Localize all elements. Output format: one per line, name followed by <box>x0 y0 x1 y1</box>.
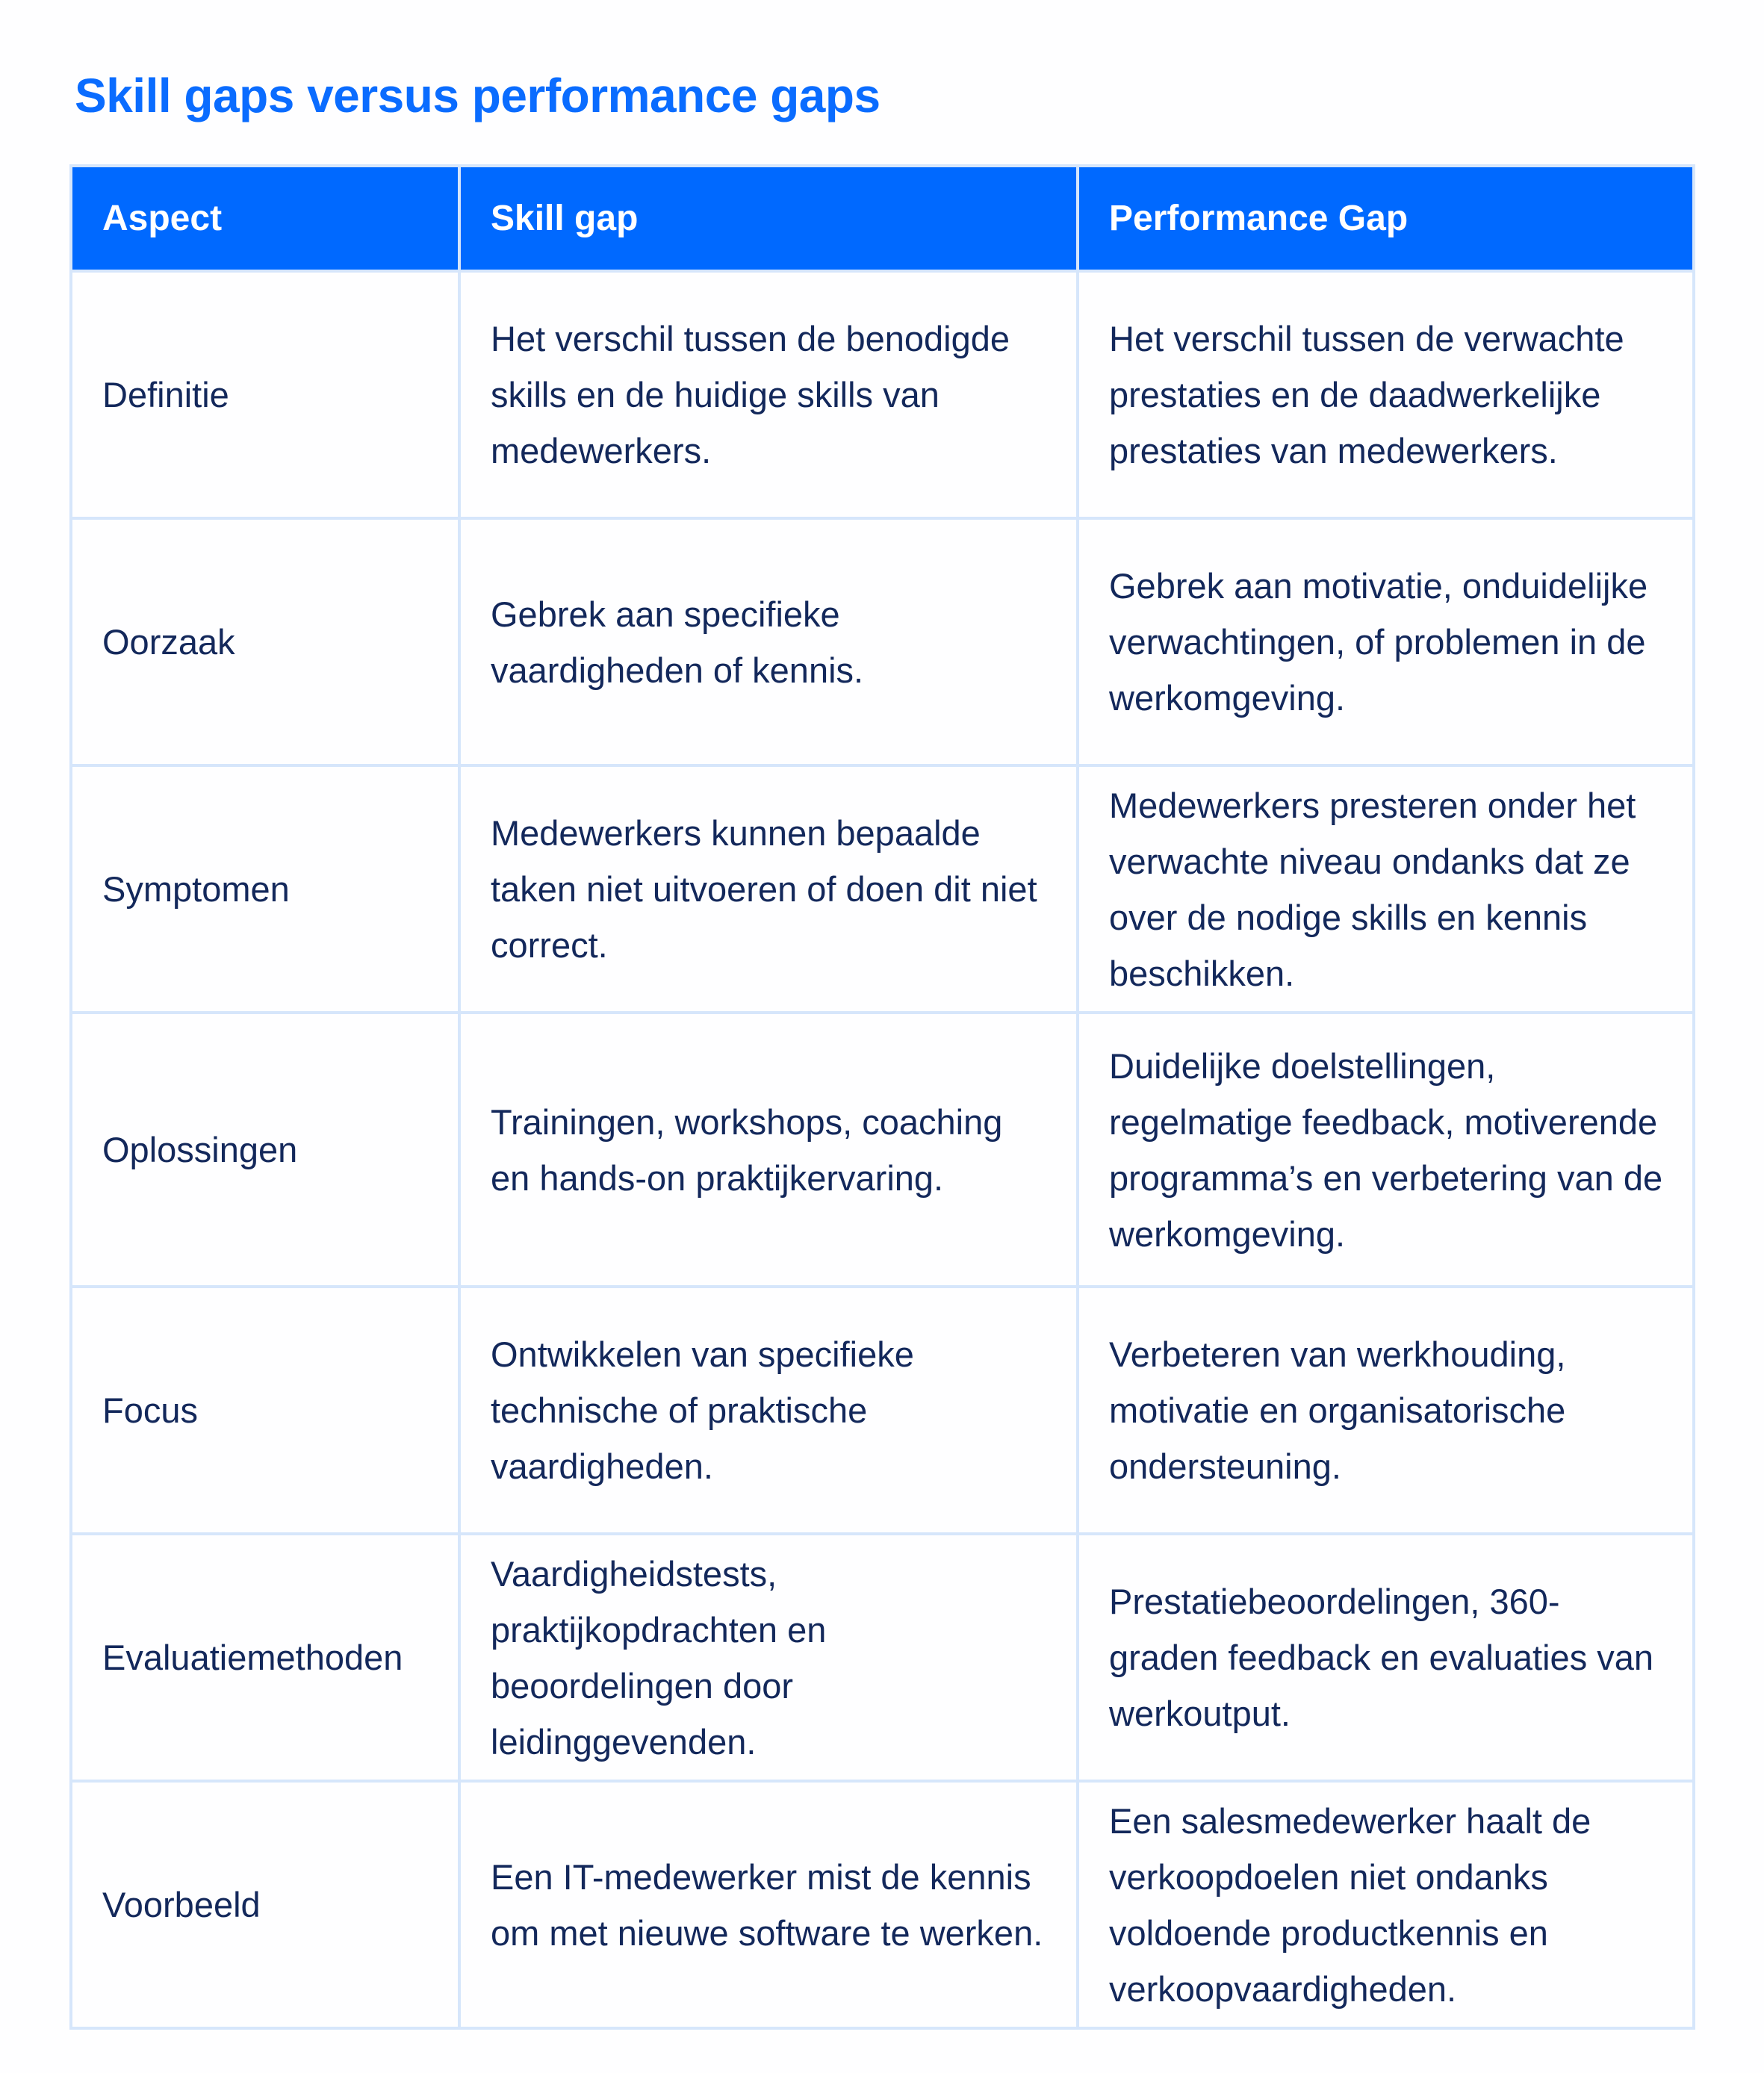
cell-skill-gap: Ontwikkelen van specifieke technische of praktische vaardigheden. <box>459 1287 1078 1534</box>
cell-performance-gap: Verbeteren van werkhouding, motivatie en organisatorische ondersteuning. <box>1078 1287 1694 1534</box>
cell-skill-gap: Vaardigheidstests, praktijkopdrachten en beoordelingen door leidinggevenden. <box>459 1534 1078 1781</box>
cell-performance-gap: Een salesmedewerker haalt de verkoopdoelen niet ondanks voldoende productkennis en verkoopvaardigheden. <box>1078 1781 1694 2028</box>
table-row-symptomen <box>71 765 1694 1013</box>
table-row-oplossingen <box>71 1013 1694 1287</box>
cell-aspect: Definitie <box>71 271 459 518</box>
table-row-focus <box>71 1287 1694 1534</box>
table-body <box>71 271 1694 2028</box>
table-row-voorbeeld <box>71 1781 1694 2028</box>
cell-skill-gap: Een IT-medewerker mist de kennis om met nieuwe software te werken. <box>459 1781 1078 2028</box>
cell-performance-gap: Duidelijke doelstellingen, regelmatige feedback, motiverende programma’s en verbetering van de werkomgeving. <box>1078 1013 1694 1287</box>
table-row-definitie <box>71 271 1694 518</box>
cell-skill-gap: Medewerkers kunnen bepaalde taken niet uitvoeren of doen dit niet correct. <box>459 765 1078 1013</box>
table-row-evaluatiemethoden <box>71 1534 1694 1781</box>
cell-aspect: Voorbeeld <box>71 1781 459 2028</box>
table-header <box>71 166 1694 271</box>
page-title: Skill gaps versus performance gaps <box>75 69 881 122</box>
cell-performance-gap: Prestatiebeoordelingen, 360-graden feedback en evaluaties van werkoutput. <box>1078 1534 1694 1781</box>
cell-aspect: Symptomen <box>71 765 459 1013</box>
cell-skill-gap: Gebrek aan specifieke vaardigheden of kennis. <box>459 518 1078 765</box>
cell-aspect: Focus <box>71 1287 459 1534</box>
cell-performance-gap: Medewerkers presteren onder het verwachte niveau ondanks dat ze over de nodige skills en kennis beschikken. <box>1078 765 1694 1013</box>
cell-aspect: Oorzaak <box>71 518 459 765</box>
cell-skill-gap: Het verschil tussen de benodigde skills en de huidige skills van medewerkers. <box>459 271 1078 518</box>
cell-aspect: Evaluatiemethoden <box>71 1534 459 1781</box>
cell-performance-gap: Gebrek aan motivatie, onduidelijke verwachtingen, of problemen in de werkomgeving. <box>1078 518 1694 765</box>
table-row-oorzaak <box>71 518 1694 765</box>
header-skill-gap: Skill gap <box>459 166 1078 271</box>
header-performance-gap: Performance Gap <box>1078 166 1694 271</box>
cell-aspect: Oplossingen <box>71 1013 459 1287</box>
cell-performance-gap: Het verschil tussen de verwachte prestaties en de daadwerkelijke prestaties van medewerkers. <box>1078 271 1694 518</box>
comparison-table <box>69 164 1695 2030</box>
header-aspect: Aspect <box>71 166 459 271</box>
header-row <box>71 166 1694 271</box>
cell-skill-gap: Trainingen, workshops, coaching en hands-on praktijkervaring. <box>459 1013 1078 1287</box>
